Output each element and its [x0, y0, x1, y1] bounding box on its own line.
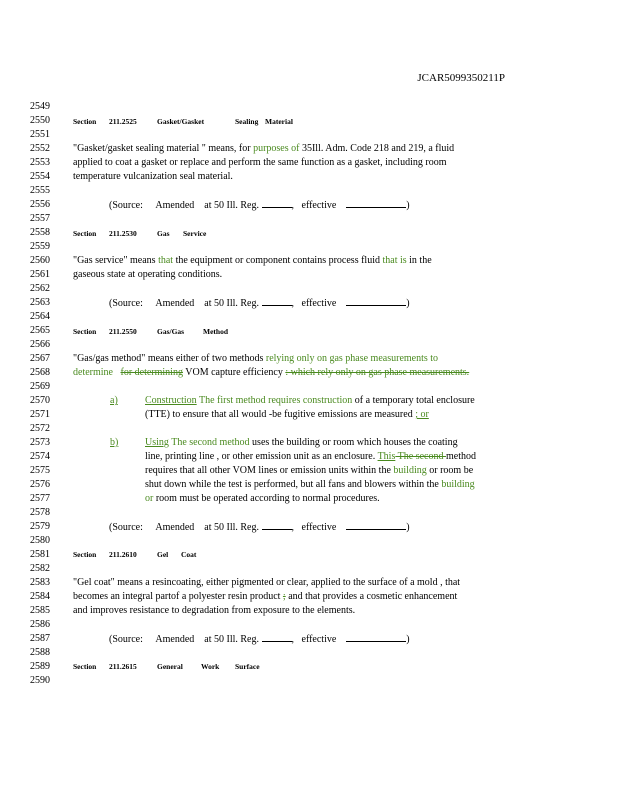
line-number: 2562 [30, 283, 50, 294]
section-heading: Section 211.2615 General Work Surface [73, 662, 260, 671]
document-id: JCAR5099350211P [417, 72, 505, 84]
line-number: 2554 [30, 171, 50, 182]
section-heading: Section 211.2550 Gas/Gas Method [73, 327, 228, 336]
line-number: 2553 [30, 157, 50, 168]
line-number: 2575 [30, 465, 50, 476]
source-note: (Source: Amended at 50 Ill. Reg. , effective ) [109, 634, 410, 645]
line-number: 2580 [30, 535, 50, 546]
section-heading: Section 211.2610 Gel Coat [73, 550, 197, 559]
line-number: 2573 [30, 437, 50, 448]
item-a-line: (TTE) to ensure that all would -be fugitive emissions are measured ; or [145, 409, 429, 420]
line-number: 2590 [30, 675, 50, 686]
line-number: 2578 [30, 507, 50, 518]
definition-line: temperature vulcanization seal material. [73, 171, 233, 182]
item-b-line: shut down while the test is performed, but all fans and blowers within the building [145, 479, 475, 490]
section-heading: Section 211.2525 Gasket/Gasket Sealing Material [73, 117, 293, 126]
section-heading: Section 211.2530 Gas Service [73, 229, 207, 238]
definition-line: "Gasket/gasket sealing material " means, for purposes of 35Ill. Adm. Code 218 and 219, a fluid [73, 143, 455, 154]
definition-line: "Gel coat" means a resincoating, either pigmented or clear, applied to the surface of a mold , that [73, 577, 461, 588]
line-number: 2552 [30, 143, 50, 154]
item-label-a: a) [110, 395, 118, 406]
line-number: 2589 [30, 661, 50, 672]
line-number: 2582 [30, 563, 50, 574]
line-number: 2551 [30, 129, 50, 140]
line-number: 2576 [30, 479, 50, 490]
line-number: 2579 [30, 521, 50, 532]
item-a-line: Construction The first method requires construction of a temporary total enclosure [145, 395, 475, 406]
line-number: 2549 [30, 101, 50, 112]
line-number: 2556 [30, 199, 50, 210]
definition-line: "Gas service" means that the equipment or component contains process fluid that is in the [73, 255, 432, 266]
line-number: 2560 [30, 255, 50, 266]
line-number: 2583 [30, 577, 50, 588]
item-b-line: requires that all other VOM lines or emission units within the building or room be [145, 465, 474, 476]
definition-line: "Gas/gas method" means either of two methods relying only on gas phase measurements to [73, 353, 439, 364]
line-number: 2566 [30, 339, 50, 350]
source-note: (Source: Amended at 50 Ill. Reg. , effective ) [109, 298, 410, 309]
line-number: 2586 [30, 619, 50, 630]
line-number: 2577 [30, 493, 50, 504]
definition-line: determine for determining VOM capture efficiency : which rely only on gas phase measurements. [73, 367, 470, 378]
line-number: 2557 [30, 213, 50, 224]
line-number: 2555 [30, 185, 50, 196]
line-number: 2558 [30, 227, 50, 238]
source-note: (Source: Amended at 50 Ill. Reg. , effective ) [109, 522, 410, 533]
line-number: 2584 [30, 591, 50, 602]
line-number: 2561 [30, 269, 50, 280]
item-b-line: line, printing line , or other emission unit as an enclosure. This The second method [145, 451, 476, 462]
line-number: 2574 [30, 451, 50, 462]
definition-line: gaseous state at operating conditions. [73, 269, 223, 280]
item-b-line: or room must be operated according to normal procedures. [145, 493, 380, 504]
line-number: 2570 [30, 395, 50, 406]
source-note: (Source: Amended at 50 Ill. Reg. , effective ) [109, 200, 410, 211]
line-number: 2565 [30, 325, 50, 336]
item-b-line: Using The second method uses the building or room which houses the coating [145, 437, 458, 448]
definition-line: applied to coat a gasket or replace and perform the same function as a gasket, including room [73, 157, 447, 168]
line-number: 2567 [30, 353, 50, 364]
definition-line: becomes an integral partof a polyester resin product ; and that provides a cosmetic enhancement [73, 591, 458, 602]
line-number: 2587 [30, 633, 50, 644]
line-number: 2588 [30, 647, 50, 658]
line-number: 2585 [30, 605, 50, 616]
item-label-b: b) [110, 437, 119, 448]
line-number: 2550 [30, 115, 50, 126]
line-number: 2569 [30, 381, 50, 392]
line-number: 2559 [30, 241, 50, 252]
line-number: 2581 [30, 549, 50, 560]
line-number: 2564 [30, 311, 50, 322]
line-number: 2563 [30, 297, 50, 308]
line-number: 2568 [30, 367, 50, 378]
definition-line: and improves resistance to degradation from exposure to the elements. [73, 605, 356, 616]
line-number: 2571 [30, 409, 50, 420]
line-number: 2572 [30, 423, 50, 434]
